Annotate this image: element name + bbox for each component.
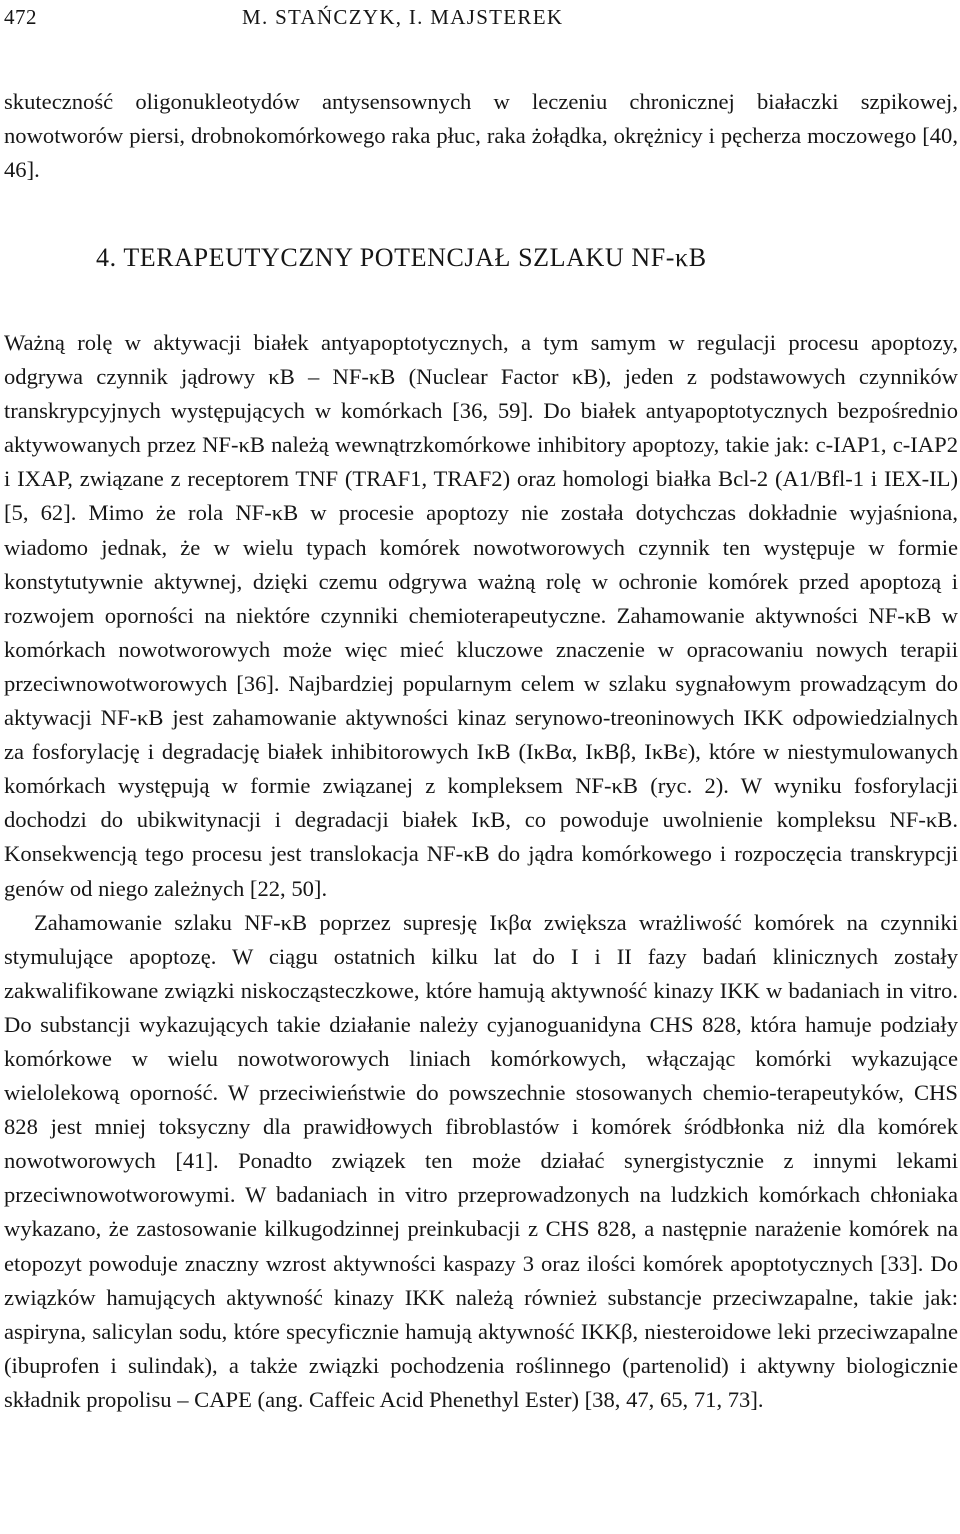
running-head [4,3,958,31]
paragraph-nfkb-role: Ważną rolę w aktywacji białek antyapoptotycznych, a tym samym w regulacji procesu apoptozy, odgrywa czynnik jądrowy κB – NF-κB (Nuclear Factor κB), jeden z podstawowych czynników transkrypcyjnych występujących w komórkach [36, 59]. Do białek antyapoptotycznych bezpośrednio aktywowanych przez NF-κB należą wewnątrzkomórkowe inhibitory apoptozy, takie jak: c-IAP1, c-IAP2 i IXAP, związane z receptorem TNF (TRAF1, TRAF2) oraz homologi białka Bcl-2 (A1/Bfl-1 i IEX-IL) [5, 62]. Mimo że rola NF-κB w procesie apoptozy nie została dotychczas dokładnie wyjaśniona, wiadomo jednak, że w wielu typach komórek nowotworowych czynnik ten występuje w formie konstytutywnie aktywnej, dzięki czemu odgrywa ważną rolę w ochronie komórek przed apoptozą i rozwojem oporności na niektóre czynniki chemioterapeutyczne. Zahamowanie aktywności NF-κB w komórkach nowotworowych może więc mieć kluczowe znaczenie w opracowaniu nowych terapii przeciwnowotworowych [36]. Najbardziej popularnym celem w szlaku sygnałowym prowadzącym do aktywacji NF-κB jest zahamowanie aktywności kinaz serynowo-treoninowych IKK odpowiedzialnych za fosforylację i degradację białek inhibitorowych IκB (IκBα, IκBβ, IκBε), które w niestymulowanych komórkach występują w formie związanej z kompleksem NF-κB (ryc. 2). W wyniku fosforylacji dochodzi do ubikwitynacji i degradacji białek IκB, co powoduje uwolnienie kompleksu NF-κB. Konsekwencją tego procesu jest translokacja NF-κB do jądra komórkowego i rozpoczęcia transkrypcji genów od niego zależnych [22, 50]. [4,330,958,901]
section-body [4,326,958,1417]
paragraph-continuation: skuteczność oligonukleotydów antysensownych w leczeniu chronicznej białaczki szpikowej, nowotworów piersi, drobnokomórkowego raka płuc, raka żołądka, okrężnicy i pęcherza moczowego [40, 46]. [4,89,958,183]
page-number: 472 [4,5,37,29]
running-head-authors: M. STAŃCZYK, I. MAJSTEREK [242,5,564,29]
paragraph-nfkb-inhibition: Zahamowanie szlaku NF-κB poprzez supresję Iκβα zwiększa wrażliwość komórek na czynniki stymulujące apoptozę. W ciągu ostatnich kilku lat do I i II fazy badań klinicznych zostały zakwalifikowane związki niskocząsteczkowe, które hamują aktywność kinazy IKK w badaniach in vitro. Do substancji wykazujących takie działanie należy cyjanoguanidyna CHS 828, która hamuje podziały komórkowe w wielu nowotworowych liniach komórkowych, włączając komórki wykazujące wielolekową oporność. W przeciwieństwie do powszechnie stosowanych chemio-terapeutyków, CHS 828 jest mniej toksyczny dla prawidłowych fibroblastów i komórek śródbłonka niż dla komórek nowotworowych [41]. Ponadto związek ten może działać synergistycznie z innymi lekami przeciwnowotworowymi. W badaniach in vitro przeprowadzonych na ludzkich komórkach chłoniaka wykazano, że zastosowanie kilkugodzinnej preinkubacji z CHS 828, a następnie narażenie komórek na etopozyt powoduje znaczny wzrost aktywności kaspazy 3 oraz ilości komórek apoptotycznych [33]. Do związków hamujących aktywność kinazy IKK należą również substancje przeciwzapalne, takie jak: aspiryna, salicylan sodu, które specyficznie hamują aktywność IKKβ, niesteroidowe leki przeciwzapalne (ibuprofen i sulindak), a także związki pochodzenia roślinnego (partenolid) i aktywny biologicznie składnik propolisu – CAPE (ang. Caffeic Acid Phenethyl Ester) [38, 47, 65, 71, 73]. [4,909,958,1412]
section-heading: 4. TERAPEUTYCZNY POTENCJAŁ SZLAKU NF-κB [96,243,707,272]
